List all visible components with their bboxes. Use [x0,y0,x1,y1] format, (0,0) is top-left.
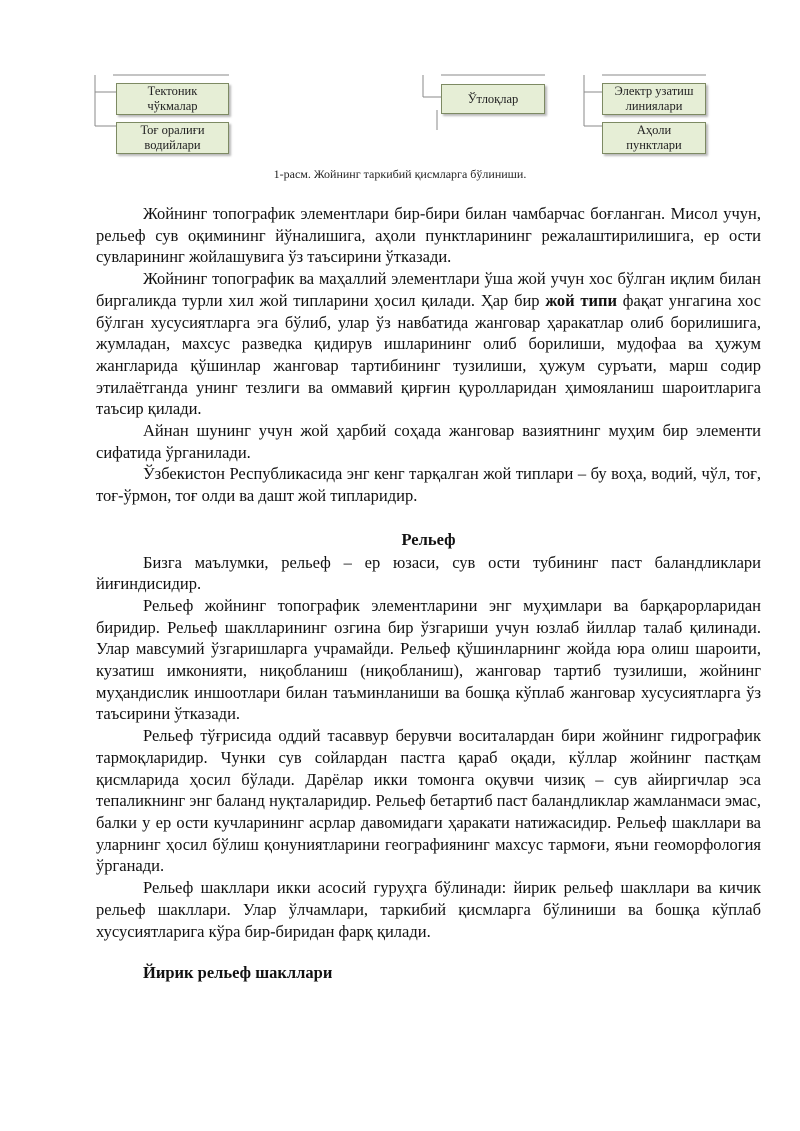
figure-caption: 1-расм. Жойнинг таркибий қисмларга бўлиниши. [273,167,527,181]
document-body [96,203,761,984]
paragraph-2-end: фақат унгагина хос бўлган хусусиятларга эга бўлиб, улар ўз навбатида жанговар ҳаракатлар олиб борилишига, жумладан, махсус разведка қидирув ишларининг олиб борилиши, мудофаа ва ҳужум жангларида қўшинлар жанговар тартибининг тузилиши, ҳужум суръати, марш содир этилаётганда унинг тезлиги ва оммавий қирғин қуролларидан ҳимояланиш шароитларига таъсир қилади. [96,290,761,419]
paragraph-3: Айнан шунинг учун жой ҳарбий соҳада жанговар вазиятнинг муҳим бир элементи сифатида ўрганилади. [96,421,761,462]
term-terrain-type: жой типи [545,290,618,310]
box-mountain-valleys [116,122,229,154]
paragraph-2 [96,268,761,420]
relief-paragraph-4: Рельеф шакллари икки асосий гуруҳга бўлинади: йирик рельеф шакллари ва кичик рельеф шакллари. Улар ўлчамлари, таркибий қисмларга бўлиниши ва бошқа кўплаб хусусиятларига кўра бир-биридан фарқ қилади. [96,878,761,941]
box-meadows [441,84,545,114]
box-tectonic-depressions [116,83,229,115]
box-tectonic-line-2: чўкмалар [147,99,198,113]
subsection-title-large-relief: Йирик рельеф шакллари [143,963,333,983]
box-settlements-line-2: пунктлари [626,138,682,152]
box-meadows-label: Ўтлоқлар [467,91,519,106]
box-tectonic-line-1: Тектоник [147,84,198,98]
relief-paragraph-3: Рельеф тўғрисида оддий тасаввур берувчи воситалардан бири жойнинг гидрографик тармоқларидир. Чунки сув сойлардан пастга қараб оқади, кўллар жойнинг пастқам қисмларида ҳосил бўлади. Дарёлар икки томонга оқувчи чизиқ – сув айиргичлар эса тепаликнинг энг баланд нуқталаридир. Рельеф бетартиб паст баландликлар жамланмаси эмас, балки у ер ости кучларининг асрлар давомидаги ҳаракати натижасидир. Рельеф шакллари ва уларнинг ҳосил бўлиш қонуниятларини географиянинг махсус тармоғи, яъни геоморфология ўрганади. [96,726,761,876]
box-power-lines [602,83,706,115]
section-title-relief: Рельеф [401,529,456,549]
paragraph-1: Жойнинг топографик элементлари бир-бири билан чамбарчас боғланган. Мисол учун, рельеф сув оқимининг йўналишига, аҳоли пунктларининг режалаштирилишига, ер ости сувларининг жойлашувига ўз таъсирини ўтказади. [96,204,761,267]
paragraph-4: Ўзбекистон Республикасида энг кенг тарқалган жой типлари – бу воҳа, водий, чўл, тоғ, тоғ-ўрмон, тоғ олди ва дашт жой типларидир. [96,464,761,506]
composition-diagram [0,0,800,181]
box-power-line-2: линиялари [625,99,683,113]
paragraph-2-start: Жойнинг топографик ва маҳаллий элементлари ўша жой учун хос бўлган иқлим билан биргаликда турли хил жой типларини ҳосил қилади. Ҳар бир [96,269,761,310]
box-settlements [602,122,706,154]
box-valley-line-2: водийлари [144,138,201,152]
box-settlements-line-1: Аҳоли [636,123,672,137]
box-power-line-1: Электр узатиш [614,84,694,98]
relief-paragraph-1: Бизга маълумки, рельеф – ер юзаси, сув ости тубининг паст баландликлари йиғиндисидир. [96,552,761,594]
relief-paragraph-2: Рельеф жойнинг топографик элементларини энг муҳимлари ва барқарорларидан биридир. Рельеф шаклларининг озгина бир ўзгариши учун юзлаб йиллар талаб қилинади. Улар мавсумий ўзгаришларга учрамайди. Рельеф қўшинларнинг жойда юра олиш шароити, кузатиш имконияти, ниқобланиш (ниқобланиш), жанговар тартиб тузилиши, жойнинг муҳандислик иншоотлари билан таъминланиши ва бошқа кўплаб жанговар хусусиятларга ўз таъсирини ўтказади. [96,595,761,724]
box-valley-line-1: Тоғ оралиғи [140,123,205,137]
